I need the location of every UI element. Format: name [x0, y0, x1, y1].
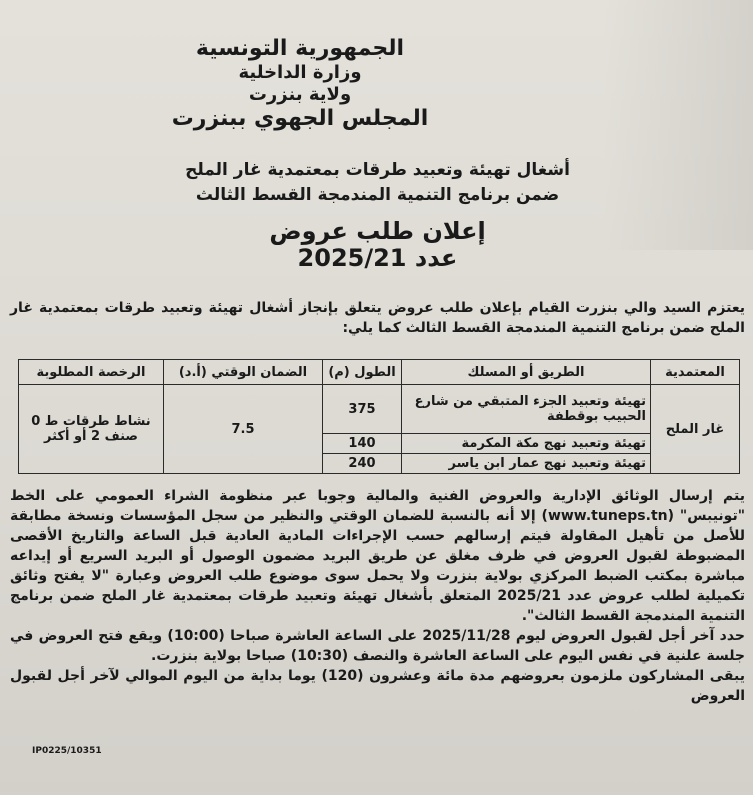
road-cell: تهيئة وتعبيد الجزء المتبقي من شارع الحبيب بوقطفة — [402, 385, 651, 434]
council-line: المجلس الجهوي ببنزرت — [171, 106, 429, 131]
project-title — [160, 158, 595, 208]
delegation-cell: غار الملح — [651, 385, 740, 474]
license-cell: نشاط طرقات ط 0 صنف 2 أو أكثر — [19, 385, 164, 474]
length-cell: 375 — [323, 385, 402, 434]
submission-paragraph: يتم إرسال الوثائق الإدارية والعروض الفنية والمالية وجوبا عبر منظومة الشراء العمومي على الخط "تونيبس" (www.tuneps.tn) إلا أنه بالنسبة للضمان الوقتي والنظير من سجل المؤسسات ونسخة مطابقة للأصل من تأهيل المقاولة فيتم إرسالهم حسب الإجراءات المادية العادية قبل الساعة والتاريخ الأقصى المضبوطة لقبول العروض في ظرف مغلق عن طريق البريد مضمون الوصول أو البريد السريع أو إيداعه مباشرة بمكتب الضبط المركزي بولاية بنزرت ولا يحمل سوى موضوع طلب العروض وعبارة "لا يفتح وثائق تكميلية لطلب عروض عدد 2025/21 المتعلق بأشغال تهيئة وتعبيد طرقات بمعتمدية غار الملح ضمن برنامج التنمية المندمجة القسط الثالث". — [10, 488, 746, 624]
conditions-text — [10, 486, 745, 706]
guarantee-cell: 7.5 — [164, 385, 323, 474]
reference-code: IP0225/10351 — [32, 746, 102, 756]
length-cell: 140 — [323, 434, 402, 454]
header-road: الطريق أو المسلك — [402, 360, 651, 385]
issuer-header — [155, 36, 445, 132]
project-line-1: أشغال تهيئة وتعبيد طرقات بمعتمدية غار الملح — [185, 160, 570, 180]
intro-paragraph: يعتزم السيد والي بنزرت القيام بإعلان طلب عروض يتعلق بإنجاز أشغال تهيئة وتعبيد طرقات بمعتمدية غار الملح ضمن برنامج التنمية المندمجة القسط الثالث كما يلي: — [10, 300, 745, 336]
notice-frame — [10, 8, 745, 788]
header-delegation: المعتمدية — [651, 360, 740, 385]
header-guarantee: الضمان الوقتي (أ.د) — [164, 360, 323, 385]
header-length: الطول (م) — [323, 360, 402, 385]
tender-title-block — [210, 218, 545, 272]
deadline-paragraph: حدد آخر أجل لقبول العروض ليوم 2025/11/28 على الساعة العاشرة صباحا (10:00) ويقع فتح العروض في جلسة علنية في نفس اليوم على الساعة العاشرة والنصف (10:30) صباحا بولاية بنزرت. — [10, 628, 745, 664]
table-header-row — [19, 360, 740, 385]
republic-line: الجمهورية التونسية — [195, 36, 405, 61]
header-license: الرخصة المطلوبة — [19, 360, 164, 385]
road-cell: تهيئة وتعبيد نهج مكة المكرمة — [402, 434, 651, 454]
ministry-line: وزارة الداخلية — [238, 62, 362, 83]
governorate-line: ولاية بنزرت — [248, 84, 352, 105]
validity-paragraph: يبقى المشاركون ملزمون بعروضهم مدة مائة وعشرون (120) يوما بداية من اليوم الموالي لآخر أجل لقبول العروض — [10, 668, 745, 704]
works-table — [18, 359, 740, 474]
road-cell: تهيئة وتعبيد نهج عمار ابن ياسر — [402, 454, 651, 474]
tender-title: إعلان طلب عروض — [269, 217, 486, 245]
tender-number: عدد 2025/21 — [297, 244, 458, 272]
project-line-2: ضمن برنامج التنمية المندمجة القسط الثالث — [195, 185, 560, 205]
length-cell: 240 — [323, 454, 402, 474]
table-row — [19, 385, 740, 434]
